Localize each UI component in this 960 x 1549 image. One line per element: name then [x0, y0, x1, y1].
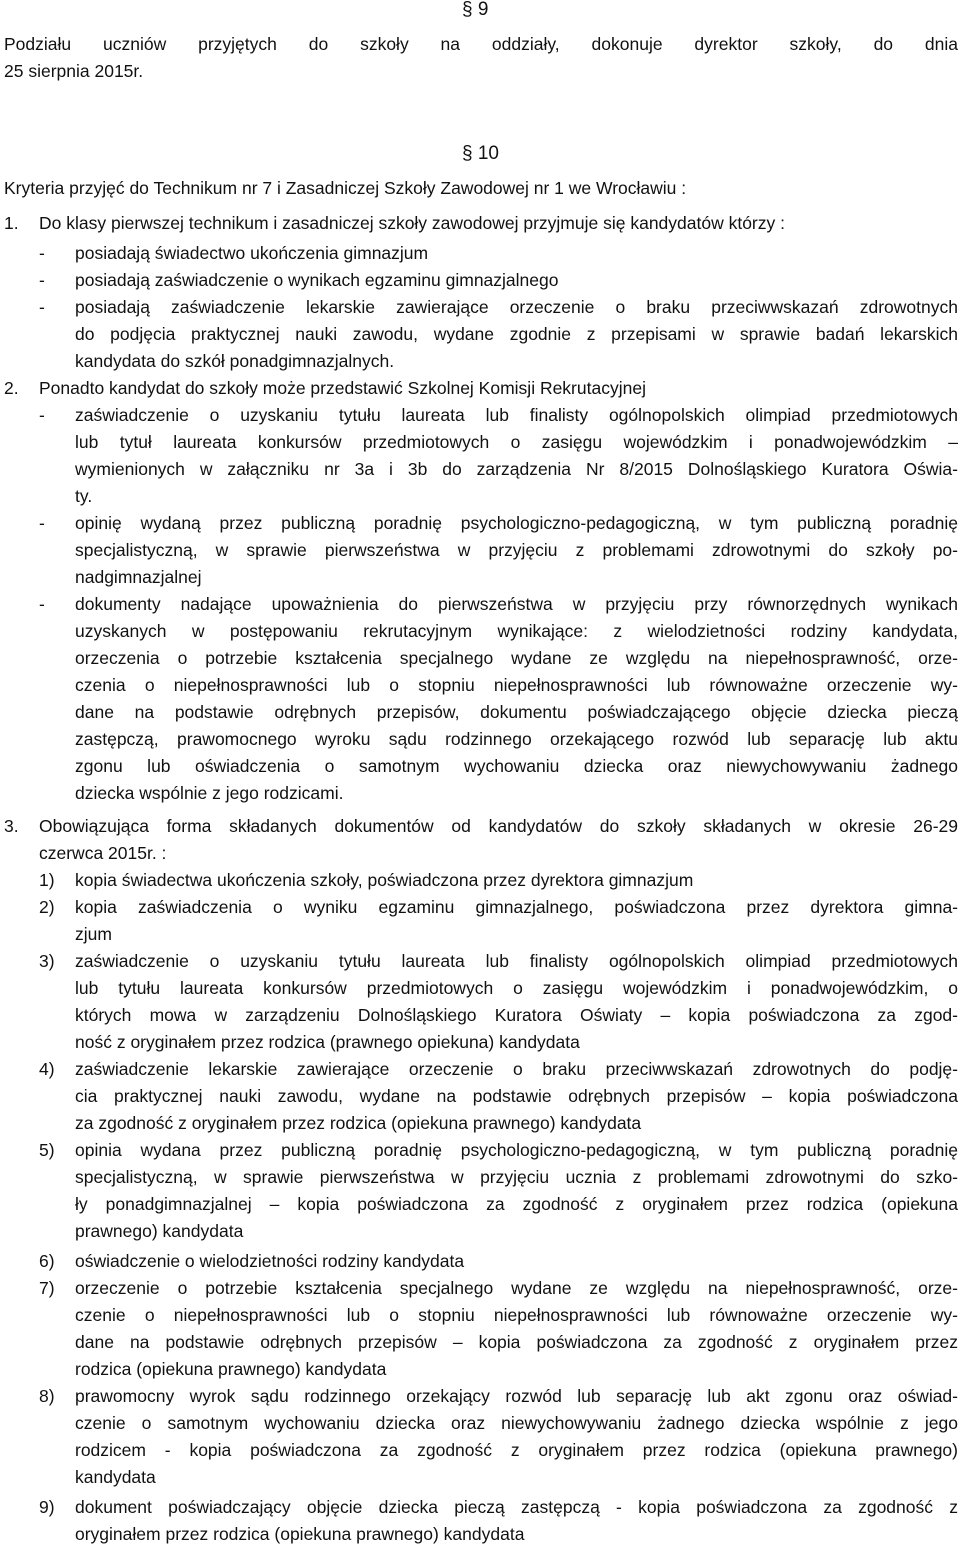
bullet-line: dokumenty nadające upoważnienia do pierwszeństwa w przyjęciu przy równorzędnych wynikach	[75, 594, 958, 614]
subitem-line: kandydata	[75, 1467, 156, 1487]
subitem-marker: 4)	[39, 1059, 55, 1079]
subitem-line: cia praktycznej nauki zawodu, wydane na podstawie odrębnych przepisów – kopia poświadczona	[75, 1086, 958, 1106]
bullet-line: czenia o niepełnosprawności lub o stopniu niepełnosprawności lub równoważne orzeczenie wy-	[75, 675, 958, 695]
subitem-line: oryginałem przez rodzica (opiekuna prawnego) kandydata	[75, 1524, 525, 1544]
item-1-marker: 1.	[4, 213, 19, 233]
subitem-line: dane na podstawie odrębnych przepisów – kopia poświadczona za zgodność z oryginałem przez	[75, 1332, 958, 1352]
subitem-line: orzeczenie o potrzebie kształcenia specjalnego wydane ze względu na niepełnosprawność, orze-	[75, 1278, 958, 1298]
subitem-marker: 2)	[39, 897, 55, 917]
bullet-line: dane na podstawie odrębnych przepisów, dokumentu poświadczającego objęcie dziecka pieczą	[75, 702, 958, 722]
bullet-marker: -	[39, 594, 45, 614]
subitem-line: prawnego) kandydata	[75, 1221, 244, 1241]
section-10-heading: § 10	[462, 143, 499, 164]
subitem-line: specjalistyczną, w sprawie pierwszeństwa w przyjęciu ucznia z problemami zdrowotnymi do szko-	[75, 1167, 958, 1187]
bullet-marker: -	[39, 405, 45, 425]
bullet-marker: -	[39, 243, 45, 263]
item-2-text: Ponadto kandydat do szkoły może przedstawić Szkolnej Komisji Rekrutacyjnej	[39, 378, 646, 398]
bullet-line: do podjęcia praktycznej nauki zawodu, wydane zgodnie z przepisami w sprawie badań lekarskich	[75, 324, 958, 344]
bullet-line: zgonu lub oświadczenia o samotnym wychowaniu dziecka oraz niewychowywaniu żadnego	[75, 756, 958, 776]
subitem-line: za zgodność z oryginałem przez rodzica (opiekuna prawnego) kandydata	[75, 1113, 642, 1133]
bullet-marker: -	[39, 297, 45, 317]
item-1-text: Do klasy pierwszej technikum i zasadniczej szkoły zawodowej przyjmuje się kandydatów którzy :	[39, 213, 785, 233]
subitem-line: oświadczenie o wielodzietności rodziny kandydata	[75, 1251, 465, 1271]
bullet-line: zaświadczenie o uzyskaniu tytułu laureata lub finalisty ogólnopolskich olimpiad przedmiotowych	[75, 405, 958, 425]
subitem-line: lub tytułu laureata konkursów przedmiotowych o zasięgu wojewódzkim i ponadwojewódzkim, o	[75, 978, 958, 998]
section-10-intro: Kryteria przyjęć do Technikum nr 7 i Zasadniczej Szkoły Zawodowej nr 1 we Wrocławiu :	[4, 178, 687, 198]
subitem-line: zaświadczenie lekarskie zawierające orzeczenie o braku przeciwwskazań zdrowotnych do podję-	[75, 1059, 958, 1079]
bullet-marker: -	[39, 513, 45, 533]
bullet-line: opinię wydaną przez publiczną poradnię psychologiczno-pedagogiczną, w tym publiczną poradnię	[75, 513, 958, 533]
item-3-line: czerwca 2015r. :	[39, 843, 167, 863]
subitem-marker: 8)	[39, 1386, 55, 1406]
bullet-line: zastępczą, prawomocnego wyroku sądu rodzinnego orzekającego rozwód lub separację lub aktu	[75, 729, 958, 749]
section-9-line: 25 sierpnia 2015r.	[4, 61, 144, 81]
bullet-line: wymienionych w załączniku nr 3a i 3b do zarządzenia Nr 8/2015 Dolnośląskiego Kuratora Oświa-	[75, 459, 958, 479]
subitem-line: prawomocny wyrok sądu rodzinnego orzekający rozwód lub separację lub akt zgonu oraz oświad-	[75, 1386, 958, 1406]
subitem-line: których mowa w zarządzeniu Dolnośląskiego Kuratora Oświaty – kopia poświadczona za zgod-	[75, 1005, 958, 1025]
subitem-line: rodzica (opiekuna prawnego) kandydata	[75, 1359, 387, 1379]
bullet-line: nadgimnazjalnej	[75, 567, 202, 587]
subitem-line: czenie o niepełnosprawności lub o stopniu niepełnosprawności lub równoważne orzeczenie wy-	[75, 1305, 958, 1325]
subitem-line: czenie o samotnym wychowaniu dziecka oraz niewychowywaniu żadnego dziecka wspólnie z jego	[75, 1413, 958, 1433]
subitem-line: zjum	[75, 924, 112, 944]
section-9-heading: § 9	[462, 0, 489, 20]
subitem-marker: 9)	[39, 1497, 55, 1517]
bullet-line: posiadają zaświadczenie lekarskie zawierające orzeczenie o braku przeciwwskazań zdrowotnych	[75, 297, 958, 317]
item-3-marker: 3.	[4, 816, 19, 836]
item-2-marker: 2.	[4, 378, 19, 398]
subitem-line: kopia zaświadczenia o wyniku egzaminu gimnazjalnego, poświadczona przez dyrektora gimna-	[75, 897, 958, 917]
bullet-marker: -	[39, 270, 45, 290]
subitem-line: zaświadczenie o uzyskaniu tytułu laureata lub finalisty ogólnopolskich olimpiad przedmiotowych	[75, 951, 958, 971]
subitem-line: ły ponadgimnazjalnej – kopia poświadczona za zgodność z oryginałem przez rodzica (opiekuna	[75, 1194, 958, 1214]
bullet-line: posiadają świadectwo ukończenia gimnazjum	[75, 243, 429, 263]
subitem-marker: 6)	[39, 1251, 55, 1271]
item-3-line: Obowiązująca forma składanych dokumentów od kandydatów do szkoły składanych w okresie 26-29	[39, 816, 958, 836]
subitem-marker: 1)	[39, 870, 55, 890]
bullet-line: kandydata do szkół ponadgimnazjalnych.	[75, 351, 395, 371]
bullet-line: uzyskanych w postępowaniu rekrutacyjnym wynikające: z wielodzietności rodziny kandydata,	[75, 621, 958, 641]
bullet-line: lub tytuł laureata konkursów przedmiotowych o zasięgu wojewódzkim i ponadwojewódzkim –	[75, 432, 958, 452]
bullet-line: posiadają zaświadczenie o wynikach egzaminu gimnazjalnego	[75, 270, 559, 290]
subitem-marker: 3)	[39, 951, 55, 971]
bullet-line: dziecka wspólnie z jego rodzicami.	[75, 783, 344, 803]
section-9-line: Podziału uczniów przyjętych do szkoły na oddziały, dokonuje dyrektor szkoły, do dnia	[4, 34, 958, 54]
subitem-line: kopia świadectwa ukończenia szkoły, poświadczona przez dyrektora gimnazjum	[75, 870, 694, 890]
subitem-line: rodzicem - kopia poświadczona za zgodność z oryginałem przez rodzica (opiekuna prawnego)	[75, 1440, 958, 1460]
subitem-marker: 7)	[39, 1278, 55, 1298]
subitem-line: dokument poświadczający objęcie dziecka pieczą zastępczą - kopia poświadczona za zgodność z	[75, 1497, 958, 1517]
subitem-line: ność z oryginałem przez rodzica (prawnego opiekuna) kandydata	[75, 1032, 580, 1052]
bullet-line: ty.	[75, 486, 93, 506]
subitem-line: opinia wydana przez publiczną poradnię psychologiczno-pedagogiczną, w tym publiczną poradnię	[75, 1140, 958, 1160]
bullet-line: orzeczenia o potrzebie kształcenia specjalnego wydane ze względu na niepełnosprawność, orze-	[75, 648, 958, 668]
bullet-line: specjalistyczną, w sprawie pierwszeństwa w przyjęciu z problemami zdrowotnymi do szkoły po-	[75, 540, 958, 560]
subitem-marker: 5)	[39, 1140, 55, 1160]
